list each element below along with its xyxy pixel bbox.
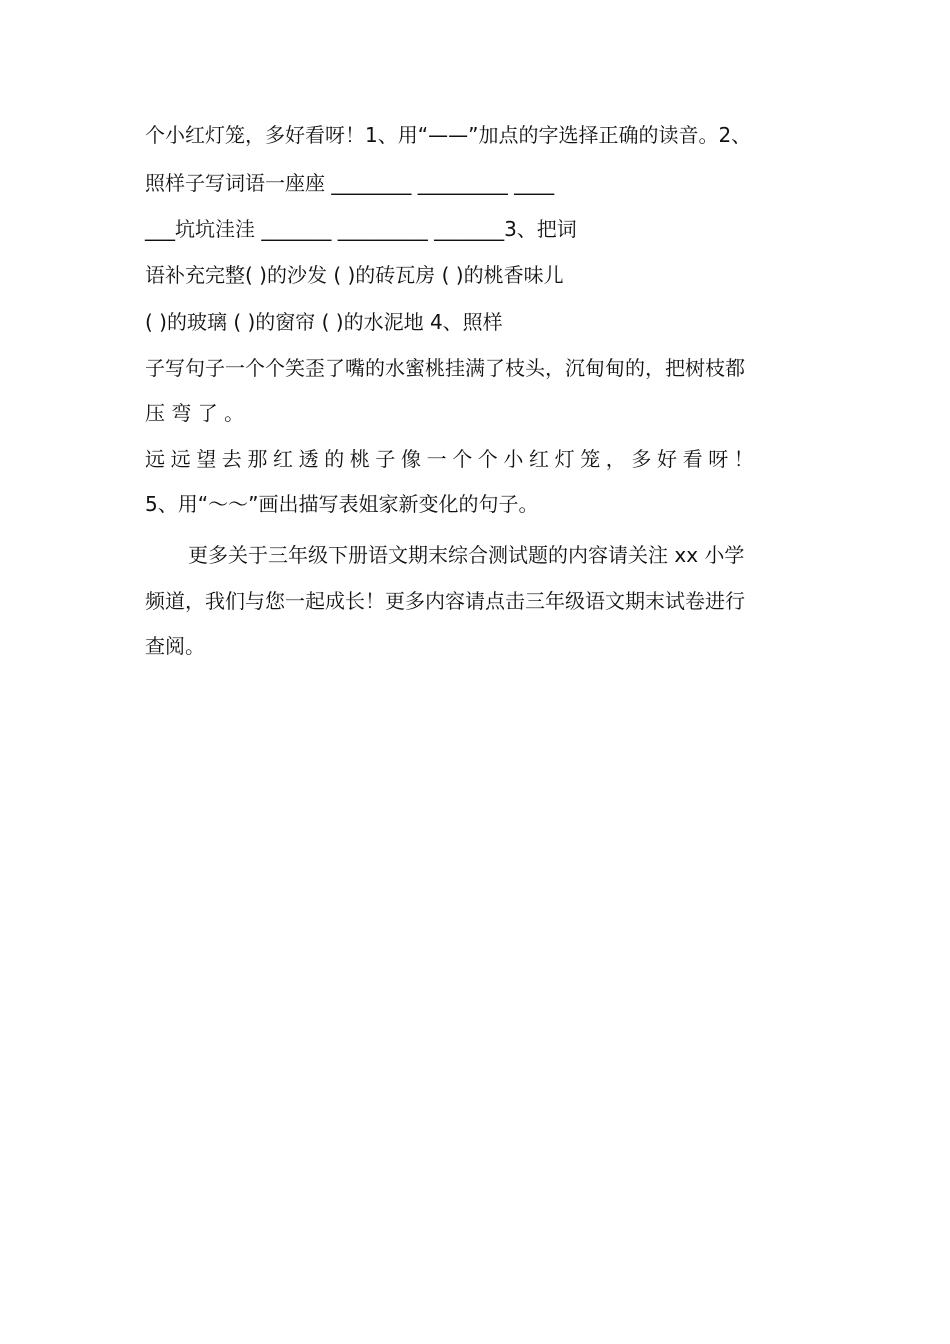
text-line-11: 频道，我们与您一起成长！更多内容请点击三年级语文期末试卷进行	[145, 589, 745, 613]
text-line-2	[145, 168, 805, 198]
text-line-1: 个小红灯笼，多好看呀！1、用“——”加点的字选择正确的读音。2、	[145, 123, 752, 147]
text-line-3: ___坑坑洼洼 _______ _________ _______3、把词	[145, 217, 577, 241]
text-line-7: 压 弯 了 。	[145, 401, 245, 425]
text-line-4: 语补充完整( )的沙发 ( )的砖瓦房 ( )的桃香味儿	[145, 263, 564, 287]
text-line-6: 子写句子一个个笑歪了嘴的水蜜桃挂满了枝头，沉甸甸的，把树枝都	[145, 356, 745, 380]
text-line-12: 查阅。	[145, 634, 205, 658]
text-line-9: 5、用“～～”画出描写表姐家新变化的句子。	[145, 492, 539, 516]
text-line-5: ( )的玻璃 ( )的窗帘 ( )的水泥地 4、照样	[145, 310, 503, 334]
text-line-10: 更多关于三年级下册语文期末综合测试题的内容请关注 xx 小学	[188, 543, 745, 567]
text-line-2-content: 照样子写词语一座座 ________ _________ ____	[145, 171, 555, 195]
text-line-8: 远远望去那红透的桃子像一个个小红灯笼，多好看呀！	[145, 447, 760, 471]
